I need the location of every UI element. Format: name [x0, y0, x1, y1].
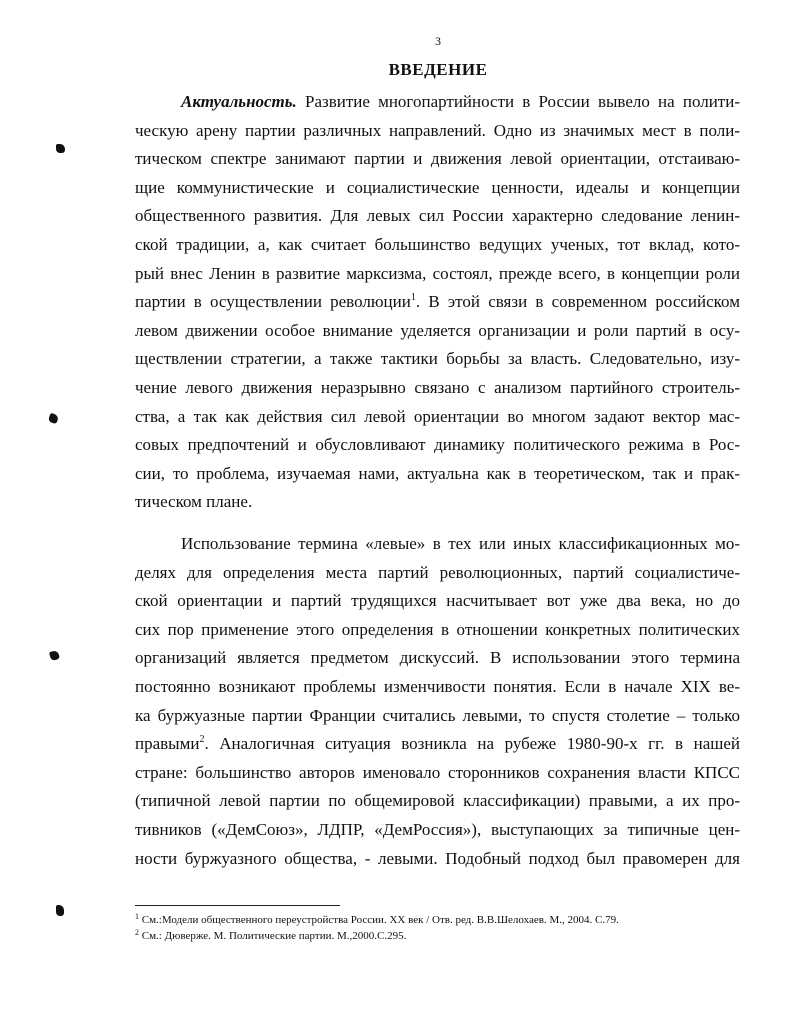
- text-line: сии, то проблема, изучаемая нами, актуальна как в теоретическом, так и прак-: [135, 463, 740, 483]
- text-line: тивников («ДемСоюз», ЛДПР, «ДемРоссия»), выступающих за типичные цен-: [135, 819, 740, 839]
- text-line: ской ориентации и партий трудящихся насчитывает вот уже два века, но до: [135, 591, 740, 611]
- text-line: делях для определения места партий революционных, партий социалистиче-: [135, 562, 740, 582]
- paragraph-term-usage: [135, 530, 740, 873]
- text-line: сих пор применение этого определения в отношении конкретных политических: [135, 619, 740, 639]
- text-line: ства, а так как действия сил левой ориентации во многом задают вектор мас-: [135, 406, 740, 426]
- text-line: рый внес Ленин в развитие марксизма, состоял, прежде всего, в концепции роли: [135, 263, 740, 283]
- text-line: Использование термина «левые» в тех или иных классификационных мо-: [181, 534, 740, 553]
- scan-artifact-mark: [56, 144, 65, 153]
- text-line: правыми$^2$. Аналогичная ситуация возникла на рубеже 1980-90-х гг. в нашей: [135, 734, 740, 754]
- text-line: постоянно возникают проблемы изменчивости понятия. Если в начале XIX ве-: [135, 676, 740, 696]
- text-line: ческую арену партии различных направлений. Одно из значимых мест в поли-: [135, 120, 740, 140]
- page-number: 3: [435, 34, 441, 48]
- text-line: ской традиции, а, как считает большинство ведущих ученых, тот вклад, кото-: [135, 234, 740, 254]
- text-line: чение левого движения неразрывно связано с анализом партийного строитель-: [135, 377, 740, 397]
- footnote-item: $^1$ См.:Модели общественного переустройства России. XX век / Отв. ред. В.В.Шелохаев. М., 2004. С.79.: [135, 912, 619, 926]
- text-line: (типичной левой партии по общемировой классификации) правыми, а их про-: [135, 791, 740, 811]
- text-line: левом движении особое внимание уделяется организации и роли партий в осу-: [135, 320, 740, 340]
- scan-artifact-mark: [48, 413, 60, 425]
- text-line: стране: большинство авторов именовало сторонников сохранения власти КПСС: [135, 762, 740, 782]
- text-line: ществлении стратегии, а также тактики борьбы за власть. Следовательно, изу-: [135, 349, 740, 369]
- text-line: тическом плане.: [135, 492, 253, 512]
- page-title: ВВЕДЕНИЕ: [388, 60, 488, 79]
- text-line: ка буржуазные партии Франции считались левыми, то спустя столетие – только: [135, 705, 740, 725]
- text-line: партии в осуществлении революции$^1$. В этой связи в современном российском: [135, 292, 740, 312]
- text-line: Актуальность. Развитие многопартийности в России вывело на полити-: [181, 92, 740, 111]
- footnotes: [135, 912, 740, 944]
- text-line: организаций является предметом дискуссий. В использовании этого термина: [135, 648, 740, 668]
- footnote-ref: 1: [410, 292, 416, 304]
- scan-artifact-mark: [56, 905, 64, 916]
- text-line: ности буржуазного общества, - левыми. Подобный подход был правомерен для: [135, 848, 740, 868]
- text-line: тическом спектре занимают партии и движения левой ориентации, отстаиваю-: [135, 149, 740, 169]
- footnote-ref: 2: [199, 734, 205, 746]
- text-line: совых предпочтений и обусловливают динамику политического режима в Рос-: [135, 435, 740, 455]
- lead-term: Актуальность.: [181, 92, 297, 111]
- scan-artifact-mark: [49, 650, 60, 661]
- footnote-item: $^2$ См.: Дюверже. М. Политические партии. М.,2000.С.295.: [135, 928, 407, 942]
- text-line: щие коммунистические и социалистические ценности, идеалы и концепции: [135, 177, 740, 197]
- footnote-divider: [135, 905, 340, 906]
- text-line: общественного развития. Для левых сил России характерно следование ленин-: [135, 206, 740, 226]
- paragraph-relevance: [135, 88, 740, 517]
